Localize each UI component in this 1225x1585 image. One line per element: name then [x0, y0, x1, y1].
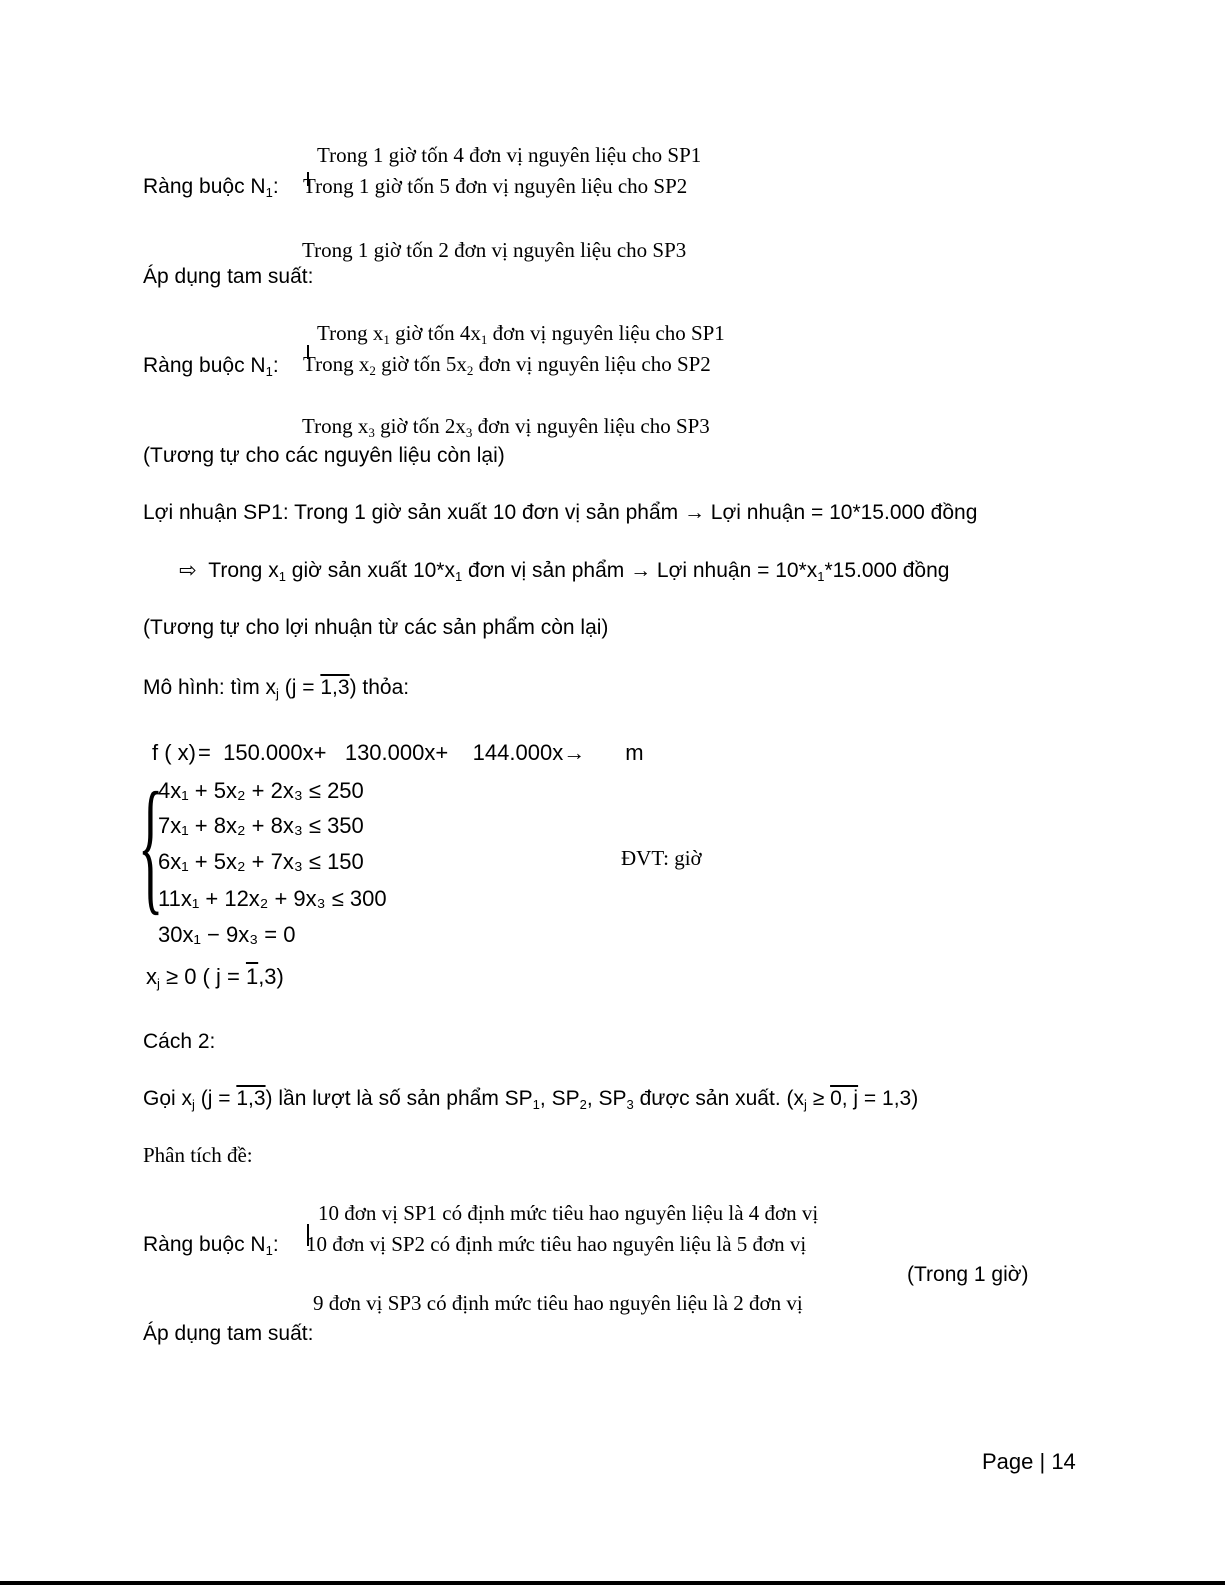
nonnegativity: $x_j \ge 0$ ( j = 1,3) — [146, 964, 284, 991]
block1-line-1: Trong 1 giờ tốn 4 đơn vị nguyên liệu cho SP1 — [317, 143, 702, 167]
goi-variables: Gọi $x_j$ (j = 1,3) lần lượt là số sản phẩm $SP_1$, $SP_2$, $SP_3$ được sản xuất. ($x_j \ge 0$, j = 1,3) — [143, 1087, 919, 1112]
ap-dung-1: Áp dụng tam suất: — [143, 265, 314, 288]
page-number: Page | 14 — [982, 1449, 1076, 1474]
block1-line-2: Trong 1 giờ tốn 5 đơn vị nguyên liệu cho SP2 — [303, 174, 688, 198]
objective-function: f ( x)= 150.000x+ 130.000x+ 144.000x→ m — [152, 740, 644, 765]
cach-2-heading: Cách 2: — [143, 1030, 216, 1053]
phan-tich: Phân tích đề: — [143, 1143, 253, 1167]
block1-line-3: Trong 1 giờ tốn 2 đơn vị nguyên liệu cho SP3 — [302, 238, 687, 262]
constraint-5: 30x₁ − 9x₃ = 0 — [158, 922, 296, 947]
block3-note: (Trong 1 giờ) — [907, 1263, 1029, 1286]
block2-line-2: Trong $x_2$ giờ tốn $5x_2$ đơn vị nguyên liệu cho SP2 — [303, 352, 711, 378]
block1-label: Ràng buộc $N_1$: — [143, 175, 279, 200]
block2-label: Ràng buộc $N_1$: — [143, 354, 279, 379]
tuong-tu-2: (Tương tự cho lợi nhuận từ các sản phẩm còn lại) — [143, 616, 609, 639]
loi-nhuan-2: ⇨ Trong $x_1$ giờ sản xuất $10*x_1$ đơn vị sản phẩm → Lợi nhuận = $10*x_1*15.000$ đồng — [179, 559, 950, 584]
tuong-tu-1: (Tương tự cho các nguyên liệu còn lại) — [143, 444, 505, 467]
ap-dung-2: Áp dụng tam suất: — [143, 1322, 314, 1345]
constraint-2: 7x₁ + 8x₂ + 8x₃ ≤ 350 — [158, 813, 364, 838]
loi-nhuan-1: Lợi nhuận SP1: Trong 1 giờ sản xuất 10 đơn vị sản phẩm → Lợi nhuận = 10*15.000 đồng — [143, 501, 978, 524]
constraint-1: 4x₁ + 5x₂ + 2x₃ ≤ 250 — [158, 778, 364, 803]
block3-label: Ràng buộc $N_1$: — [143, 1233, 279, 1258]
mo-hinh: Mô hình: tìm $x_j$ (j = 1,3) thỏa: — [143, 676, 410, 701]
block3-line-2: 10 đơn vị SP2 có định mức tiêu hao nguyên liệu là 5 đơn vị — [306, 1232, 807, 1256]
page-bottom-border — [0, 1581, 1225, 1585]
block2-line-1: Trong $x_1$ giờ tốn $4x_1$ đơn vị nguyên liệu cho SP1 — [317, 321, 725, 347]
arrow-right-icon: ⇨ — [179, 559, 197, 582]
constraint-3: 6x₁ + 5x₂ + 7x₃ ≤ 150 — [158, 849, 364, 874]
constraint-brace: { — [138, 762, 164, 928]
constraint-4: 11x₁ + 12x₂ + 9x₃ ≤ 300 — [158, 886, 387, 911]
block3-line-3: 9 đơn vị SP3 có định mức tiêu hao nguyên liệu là 2 đơn vị — [313, 1291, 803, 1315]
unit-label: ĐVT: giờ — [621, 846, 702, 870]
block3-line-1: 10 đơn vị SP1 có định mức tiêu hao nguyên liệu là 4 đơn vị — [318, 1201, 819, 1225]
block2-line-3: Trong $x_3$ giờ tốn $2x_3$ đơn vị nguyên liệu cho SP3 — [302, 414, 710, 440]
